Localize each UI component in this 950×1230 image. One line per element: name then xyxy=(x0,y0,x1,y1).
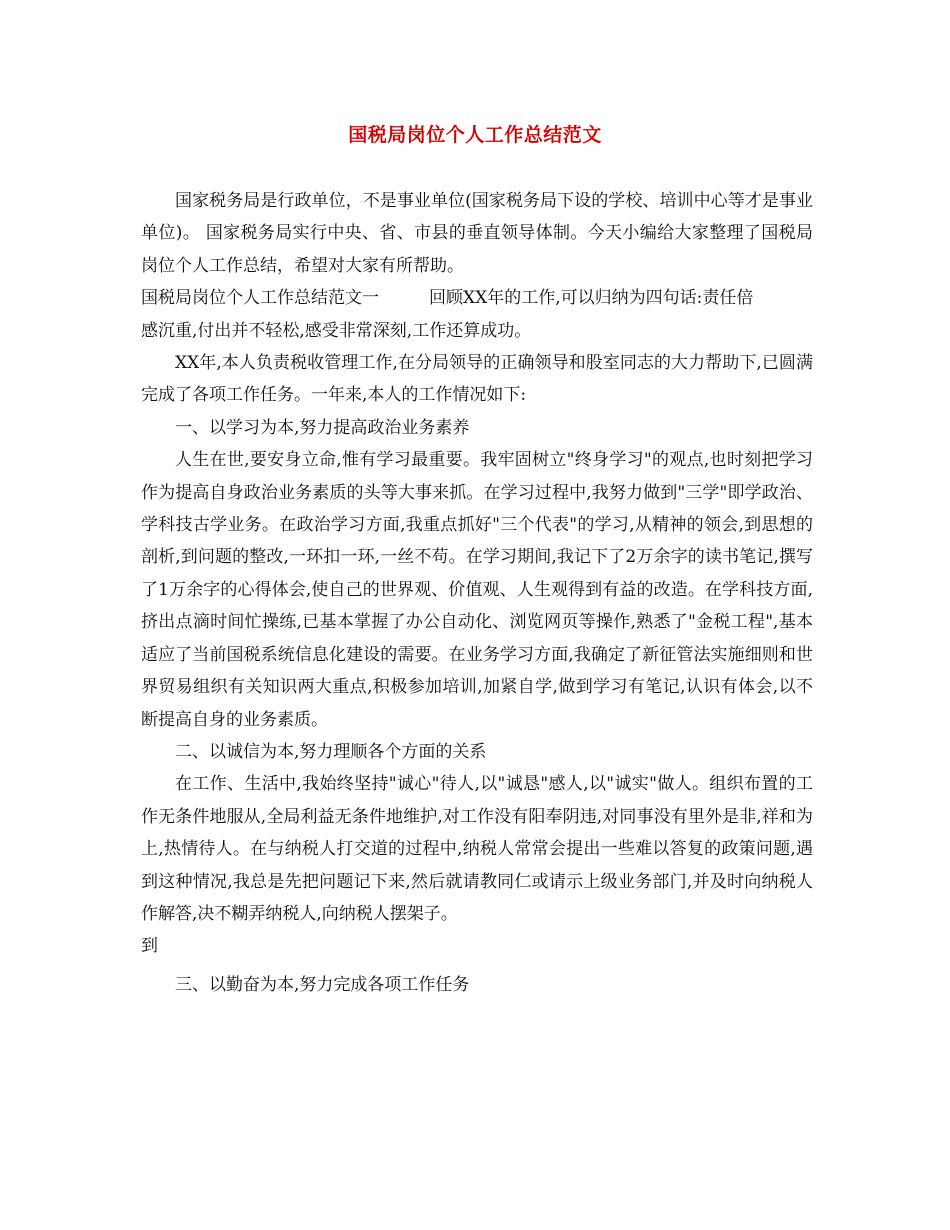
review-text: 回顾XX年的工作,可以归纳为四句话:责任倍 xyxy=(429,288,754,309)
heading-integrity: 二、以诚信为本,努力理顺各个方面的关系 xyxy=(175,741,487,762)
intro-paragraph: 国家税务局是行政单位，不是事业单位(国家税务局下设的学校、培训中心等才是事业单位)。 国家税务局实行中央、省、市县的垂直领导体制。今天小编给大家整理了国税局岗位个人工作总结，希望对大家有所帮助。 xyxy=(141,191,813,276)
section-heading: 国税局岗位个人工作总结范文一 xyxy=(141,288,379,309)
document-body xyxy=(141,185,813,1001)
heading-diligence: 三、以勤奋为本,努力完成各项工作任务 xyxy=(175,974,470,995)
review-continuation: 感沉重,付出并不轻松,感受非常深刻,工作还算成功。 xyxy=(141,320,532,341)
document-title: 国税局岗位个人工作总结范文 xyxy=(348,124,602,146)
heading-study: 一、以学习为本,努力提高政治业务素养 xyxy=(175,417,470,438)
integrity-paragraph: 在工作、生活中,我始终坚持"诚心"待人,以"诚恳"感人,以"诚实"做人。组织布置的工作无条件地服从,全局利益无条件地维护,对工作没有阳奉阴违,对同事没有里外是非,祥和为上,热情待人。在与纳税人打交道的过程中,纳税人常常会提出一些难以答复的政策问题,遇到这种情况,我总是先把问题记下来,然后就请教同仁或请示上级业务部门,并及时向纳税人作解答,决不糊弄纳税人,向纳税人摆架子。 xyxy=(141,774,813,924)
stray-character: 到 xyxy=(141,936,158,957)
study-paragraph: 人生在世,要安身立命,惟有学习最重要。我牢固树立"终身学习"的观点,也时刻把学习作为提高自身政治业务素质的头等大事来抓。在学习过程中,我努力做到"三学"即学政治、学科技古学业务。在政治学习方面,我重点抓好"三个代表"的学习,从精神的领会,到思想的剖析,到问题的整改,一环扣一环,一丝不苟。在学习期间,我记下了2万余字的读书笔记,撰写了1万余字的心得体会,使自己的世界观、价值观、人生观得到有益的改造。在学科技方面,挤出点滴时间忙操练,已基本掌握了办公自动化、浏览网页等操作,熟悉了"金税工程",基本适应了当前国税系统信息化建设的需要。在业务学习方面,我确定了新征管法实施细则和世界贸易组织有关知识两大重点,积极参加培训,加紧自学,做到学习有笔记,认识有体会,以不断提高自身的业务素质。 xyxy=(141,450,813,730)
section-heading-line xyxy=(141,282,813,314)
year-paragraph: XX年,本人负责税收管理工作,在分局领导的正确领导和股室同志的大力帮助下,已圆满完成了各项工作任务。一年来,本人的工作情况如下: xyxy=(141,353,813,406)
